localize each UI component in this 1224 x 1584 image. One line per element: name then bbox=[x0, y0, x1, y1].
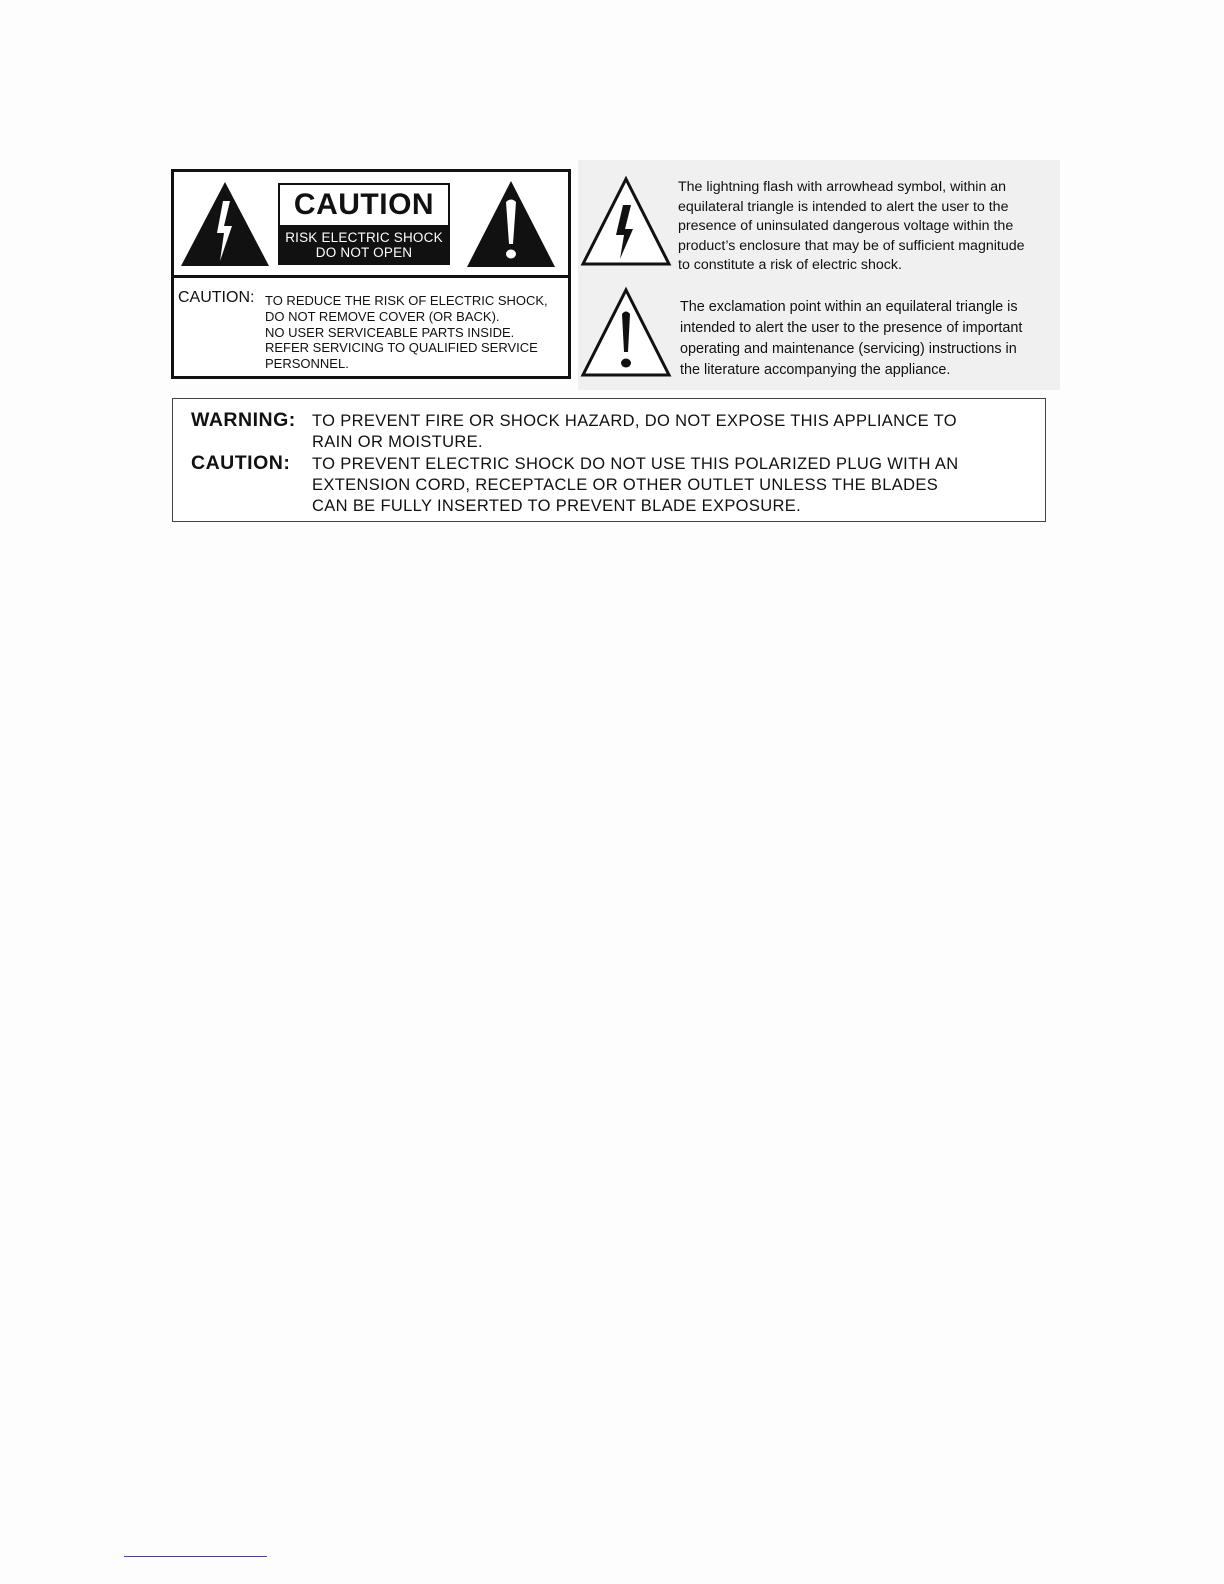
caution-plate-band bbox=[280, 225, 448, 265]
footnote-rule bbox=[124, 1556, 267, 1557]
caution-plate-line: DO NOT OPEN bbox=[315, 245, 413, 260]
description-line: equilateral triangle is intended to alert the user to the bbox=[678, 198, 1009, 215]
exclamation-triangle-icon bbox=[466, 180, 556, 268]
description-line: presence of uninsulated dangerous voltage within the bbox=[678, 218, 1014, 234]
label-caution-line: TO REDUCE THE RISK OF ELECTRIC SHOCK, bbox=[265, 293, 548, 308]
caution-line: TO PREVENT ELECTRIC SHOCK DO NOT USE THIS POLARIZED PLUG WITH AN bbox=[312, 455, 959, 473]
caution-plate-line: RISK ELECTRIC SHOCK bbox=[285, 230, 443, 245]
description-line: product’s enclosure that may be of sufficient magnitude bbox=[678, 237, 1025, 254]
label-caution-line: PERSONNEL. bbox=[265, 356, 349, 372]
caution-text bbox=[312, 454, 958, 516]
description-line: The exclamation point within an equilateral triangle is bbox=[680, 299, 1018, 315]
description-line: the literature accompanying the appliance. bbox=[680, 362, 951, 378]
caution-plate bbox=[278, 183, 450, 265]
description-line: intended to alert the user to the presence of important bbox=[680, 320, 1023, 336]
label-divider bbox=[174, 275, 568, 278]
description-line: operating and maintenance (servicing) instructions in bbox=[680, 341, 1017, 357]
label-caution-word: CAUTION: bbox=[178, 289, 255, 306]
symbol-explanations bbox=[578, 160, 1060, 390]
description-line: to constitute a risk of electric shock. bbox=[678, 257, 902, 273]
caution-label: CAUTION: bbox=[191, 452, 291, 474]
warning-label: WARNING: bbox=[191, 409, 296, 431]
label-caution-line: DO NOT REMOVE COVER (OR BACK). bbox=[265, 308, 500, 324]
exclamation-symbol-description bbox=[680, 297, 1022, 381]
warning-line: RAIN OR MOISTURE. bbox=[312, 432, 483, 451]
label-caution-lines bbox=[265, 293, 548, 372]
label-caution-line: NO USER SERVICEABLE PARTS INSIDE. bbox=[265, 324, 515, 340]
label-caution-line: REFER SERVICING TO QUALIFIED SERVICE bbox=[265, 340, 538, 356]
lightning-symbol-description bbox=[678, 178, 1025, 276]
warning-text bbox=[312, 411, 957, 453]
lightning-triangle-icon bbox=[180, 181, 270, 267]
caution-label bbox=[171, 169, 571, 379]
warning-line: TO PREVENT FIRE OR SHOCK HAZARD, DO NOT EXPOSE THIS APPLIANCE TO bbox=[312, 412, 957, 430]
exclamation-triangle-outline-icon bbox=[580, 286, 672, 378]
caution-plate-title: CAUTION bbox=[293, 188, 435, 221]
warning-box bbox=[172, 398, 1046, 522]
caution-line: CAN BE FULLY INSERTED TO PREVENT BLADE EXPOSURE. bbox=[312, 496, 802, 515]
caution-line: EXTENSION CORD, RECEPTACLE OR OTHER OUTLET UNLESS THE BLADES bbox=[312, 475, 939, 494]
lightning-triangle-outline-icon bbox=[580, 175, 672, 267]
description-line: The lightning flash with arrowhead symbol, within an bbox=[678, 179, 1007, 195]
